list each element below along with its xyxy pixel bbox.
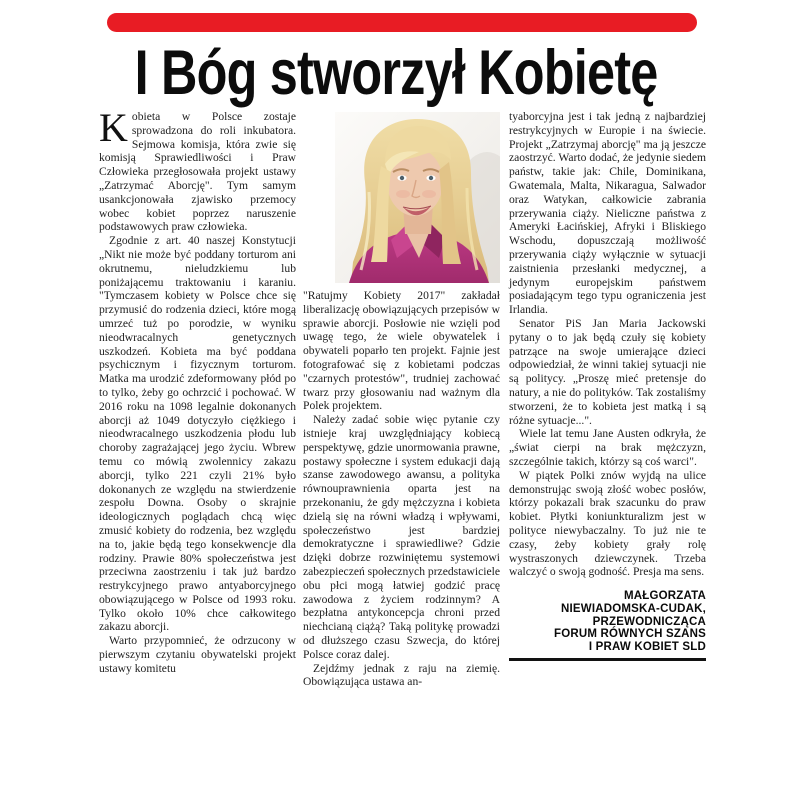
paragraph: Należy zadać sobie więc pytanie czy istnieje kraj uwzględniający kobiecą perspektywę, gdzie unormowania prawne, postawy społeczne i system edukacji dają szanse zawodowego awansu, a polityka równouprawnienia oparta jest na przekonaniu, że gdy mężczyzna i kobieta dzielą się na równi władzą i wpływami, społeczeństwo jest bardziej demokratyczne i sprawiedliwe? Gdzie dzięki dobrze rozwiniętemu systemowi zabezpieczeń społecznych przedstawiciele obu płci mogą łatwiej godzić pracę zawodowa z życiem rodzinnym? A bezpłatna antykoncepcja chroni przed niechcianą ciążą? Taką politykę prowadzi od dłuższego czasu Szwecja, do której Polsce coraz dalej. [303,413,500,661]
byline-line: FORUM RÓWNYCH SZANS [553,628,706,641]
drop-cap-letter: K [99,105,128,150]
paragraph [99,105,296,234]
paragraph-text: obieta w Polsce zostaje sprowadzona do roli inkubatora. Sejmowa komisja, która zwie się komisją Sprawiedliwości i Praw Człowieka przegłosowała projekt ustawy „Zatrzymać Aborcję". Tym samym usankcjonowała zjawisko przemocy wobec kobiet poprzez naruszenie podstawowych praw człowieka. [99,110,296,234]
portrait-photo-blonde-woman [335,112,500,283]
paragraph: Wiele lat temu Jane Austen odkryła, że „świat cierpi na brak mężczyzn, szczególnie takich, którzy są coś warci". [509,427,706,468]
byline-line: MAŁGORZATA [623,590,706,603]
article-column-3 [509,110,706,661]
paragraph: Zgodnie z art. 40 naszej Konstytucji „Nikt nie może być poddany torturom ani okrutnemu, nieludzkiemu lub poniżającemu traktowaniu i karaniu. "Tymczasem kobiety w Polsce chce się przymusić do rodzenia dzieci, które mogą umrzeć tuż po porodzie, w wyniku nieodwracalnych genetycznych uszkodzeń. Kobieta ma być poddana psychicznym i fizycznym torturom. Matka ma urodzić zdeformowany płód po to tylko, żeby go ochrzcić i pochować. W 2016 roku na 1098 legalnie dokonanych aborcji aż 1049 dotyczyło ciężkiego i nieodwracalnego uszkodzenia płodu lub choroby zagrażającej jego życiu. Wbrew temu co mówią zwolennicy zakazu aborcji, tylko 221 czyli 21% było dokonanych ze względu na stwierdzenie zespołu Downa. Osoby o skrajnie ideologicznych poglądach chcą więc zmusić kobiety do rodzenia, bez względu na to, jakie będą tego konsekwencje dla rodziny. Prawie 80% społeczeństwa jest przeciwna zaostrzeniu i tak już bardzo restrykcyjnego prawo antyaborcyjnego obowiązującego w Polsce od 1993 roku. Tylko około 10% chce całkowitego zakazu aborcji. [99,234,296,634]
author-byline [509,590,706,654]
paragraph: tyaborcyjna jest i tak jedną z najbardziej restrykcyjnych w Europie i na świecie. Projekt „Zatrzymaj aborcję" ma ją jeszcze zaostrzyć. Warto dodać, że jedynie siedem państw, takie jak: Chile, Dominikana, Gwatemala, Malta, Nikaragua, Salwador oraz Watykan, całkowicie zabrania przerywania ciąży. Nieliczne państwa z Ameryki Łacińskiej, Afryki i Bliskiego Wschodu, dopuszczają możliwość przerywania ciąży wyłącznie w sytuacji zaistnienia przesłanki medycznej, a jedynym europejskim państwem posiadającym tego typu ograniczenia jest Irlandia. [509,110,706,317]
paragraph: W piątek Polki znów wyjdą na ulice demonstrując swoją złość wobec posłów, którzy pokazali brak szacunku do praw kobiet. Płytki koniunkturalizm jest w polityce niewybaczalny. To już nie te czasy, żeby kobiety grały rolę wystraszonych dziewczynek. Trzeba walczyć o swoją godność. Presja ma sens. [509,468,706,579]
paragraph: Senator PiS Jan Maria Jackowski pytany o to jak będą czuły się kobiety patrzące na swoje umierające dzieci odpowiedział, że winni takiej sytuacji nie są politycy. „Proszę mieć pretensje do natury, a nie do polityków. Tak zostaliśmy stworzeni, że to kobieta jest matką i są różne sytuacje...". [509,316,706,427]
article-column-1 [99,105,296,676]
byline-line: NIEWIADOMSKA-CUDAK, [561,602,706,615]
paragraph: Zejdźmy jednak z raju na ziemię. Obowiązująca ustawa an- [303,661,500,689]
paragraph: "Ratujmy Kobiety 2017" zakładał liberalizację obowiązujących przepisów w sprawie aborcji. Posłowie nie wzięli pod uwagę tego, że wiele obywatelek i obywateli poparło ten projekt. Fajnie jest fotografować się z kobietami podczas "czarnych protestów", trudniej zachować twarz przy głosowaniu nad ważnym dla Polek projektem. [303,289,500,413]
paragraph: Warto przypomnieć, że odrzucony w pierwszym czytaniu obywatelski projekt ustawy komitetu [99,634,296,675]
byline-line: PRZEWODNICZĄCA [592,615,706,628]
article-column-2 [303,110,500,689]
byline-rule [509,658,706,661]
top-red-bar [107,13,697,32]
byline-line: I PRAW KOBIET SLD [588,641,706,654]
article-headline: I Bóg stworzył Kobietę [134,38,658,108]
